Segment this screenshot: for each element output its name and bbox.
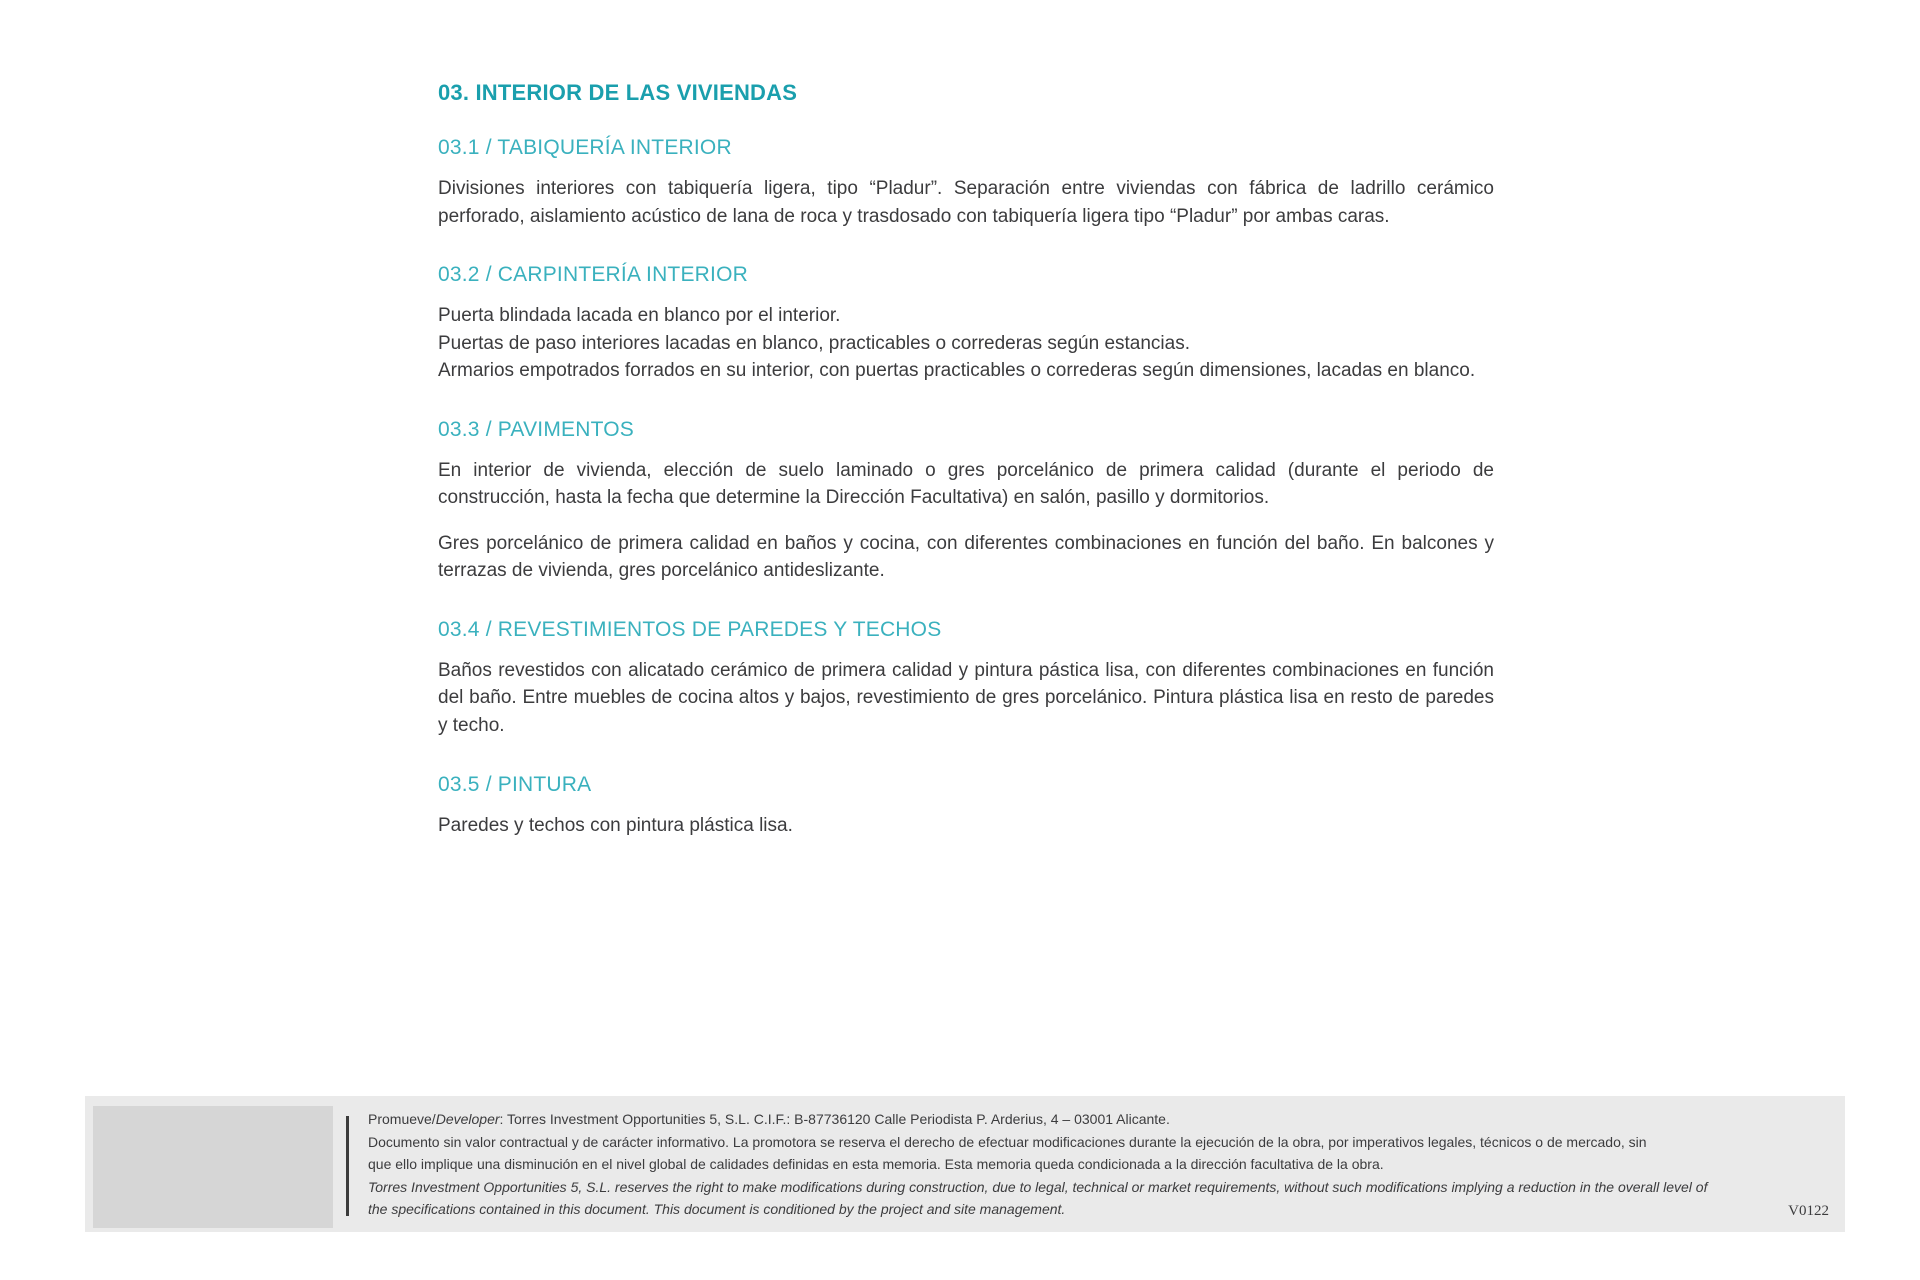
footer-band [85, 1096, 1845, 1232]
paragraph-pintura: Paredes y techos con pintura plástica lisa. [438, 814, 793, 836]
legal-line-promueve [368, 1108, 1838, 1131]
paragraph-pavimentos-2: Gres porcelánico de primera calidad en baños y cocina, con diferentes combinaciones en función del baño. En balcones y terrazas de vivienda, gres porcelánico antideslizante. [438, 532, 1494, 582]
specs-content [438, 80, 1494, 857]
carpinteria-lines [438, 302, 1494, 385]
promueve-rest: : Torres Investment Opportunities 5, S.L. C.I.F.: B-87736120 Calle Periodista P. Arderius, 4 – 03001 Alicante. [499, 1111, 1170, 1127]
legal-line-en-1: Torres Investment Opportunities 5, S.L. reserves the right to make modifications during construction, due to legal, technical or market requirements, without such modifications implying a reduction in the overall level of [368, 1178, 1708, 1195]
section-heading-pavimentos: 03.3 / PAVIMENTOS [438, 417, 634, 441]
paragraph-pavimentos-1: En interior de vivienda, elección de suelo laminado o gres porcelánico de primera calidad (durante el periodo de construcción, hasta la fecha que determine la Dirección Facultativa) en salón, pasillo y dormitorios. [438, 459, 1494, 509]
version-code: V0122 [1788, 1203, 1829, 1219]
section-pavimentos [438, 418, 1494, 585]
section-heading-carpinteria: 03.2 / CARPINTERÍA INTERIOR [438, 263, 748, 287]
paragraph-puertas-paso: Puertas de paso interiores lacadas en blanco, practicables o correderas según estancias. [438, 332, 1190, 354]
section-heading-revestimientos: 03.4 / REVESTIMIENTOS DE PAREDES Y TECHOS [438, 617, 942, 641]
legal-line-es-1: Documento sin valor contractual y de carácter informativo. La promotora se reserva el derecho de efectuar modificaciones durante la ejecución de la obra, por imperativos legales, técnicos o de mercado, sin [368, 1133, 1647, 1150]
paragraph-revestimientos: Baños revestidos con alicatado cerámico de primera calidad y pintura pástica lisa, con diferentes combinaciones en función del baño. Entre muebles de cocina altos y bajos, revestimiento de gres porcelánico. Pintura plástica lisa en resto de paredes y techo. [438, 659, 1494, 737]
section-heading-pintura: 03.5 / PINTURA [438, 772, 592, 796]
paragraph-armarios: Armarios empotrados forrados en su interior, con puertas practicables o correderas según dimensiones, lacadas en blanco. [438, 360, 1476, 382]
legal-line-es-2: que ello implique una disminución en el nivel global de calidades definidas en esta memoria. Esta memoria queda condicionada a la dirección facultativa de la obra. [368, 1156, 1384, 1172]
logo-placeholder [93, 1106, 333, 1228]
page-title: 03. INTERIOR DE LAS VIVIENDAS [438, 80, 798, 105]
section-tabiqueria-interior [438, 136, 1494, 230]
section-pintura [438, 773, 1494, 840]
section-revestimientos [438, 618, 1494, 740]
promueve-developer-italic: Developer [435, 1111, 500, 1127]
paragraph-tabiqueria: Divisiones interiores con tabiquería ligera, tipo “Pladur”. Separación entre viviendas con fábrica de ladrillo cerámico perforado, aislamiento acústico de lana de roca y trasdosado con tabiquería ligera tipo “Pladur” por ambas caras. [438, 178, 1494, 227]
legal-line-en-2: the specifications contained in this document. This document is conditioned by the project and site management. [368, 1201, 1066, 1217]
section-heading-tabiqueria: 03.1 / TABIQUERÍA INTERIOR [438, 136, 732, 159]
section-carpinteria-interior [438, 263, 1494, 385]
legal-text [368, 1108, 1838, 1221]
promueve-prefix: Promueve/ [368, 1111, 436, 1127]
footer-divider-bar [346, 1116, 349, 1216]
paragraph-puerta-blindada: Puerta blindada lacada en blanco por el interior. [438, 305, 841, 327]
